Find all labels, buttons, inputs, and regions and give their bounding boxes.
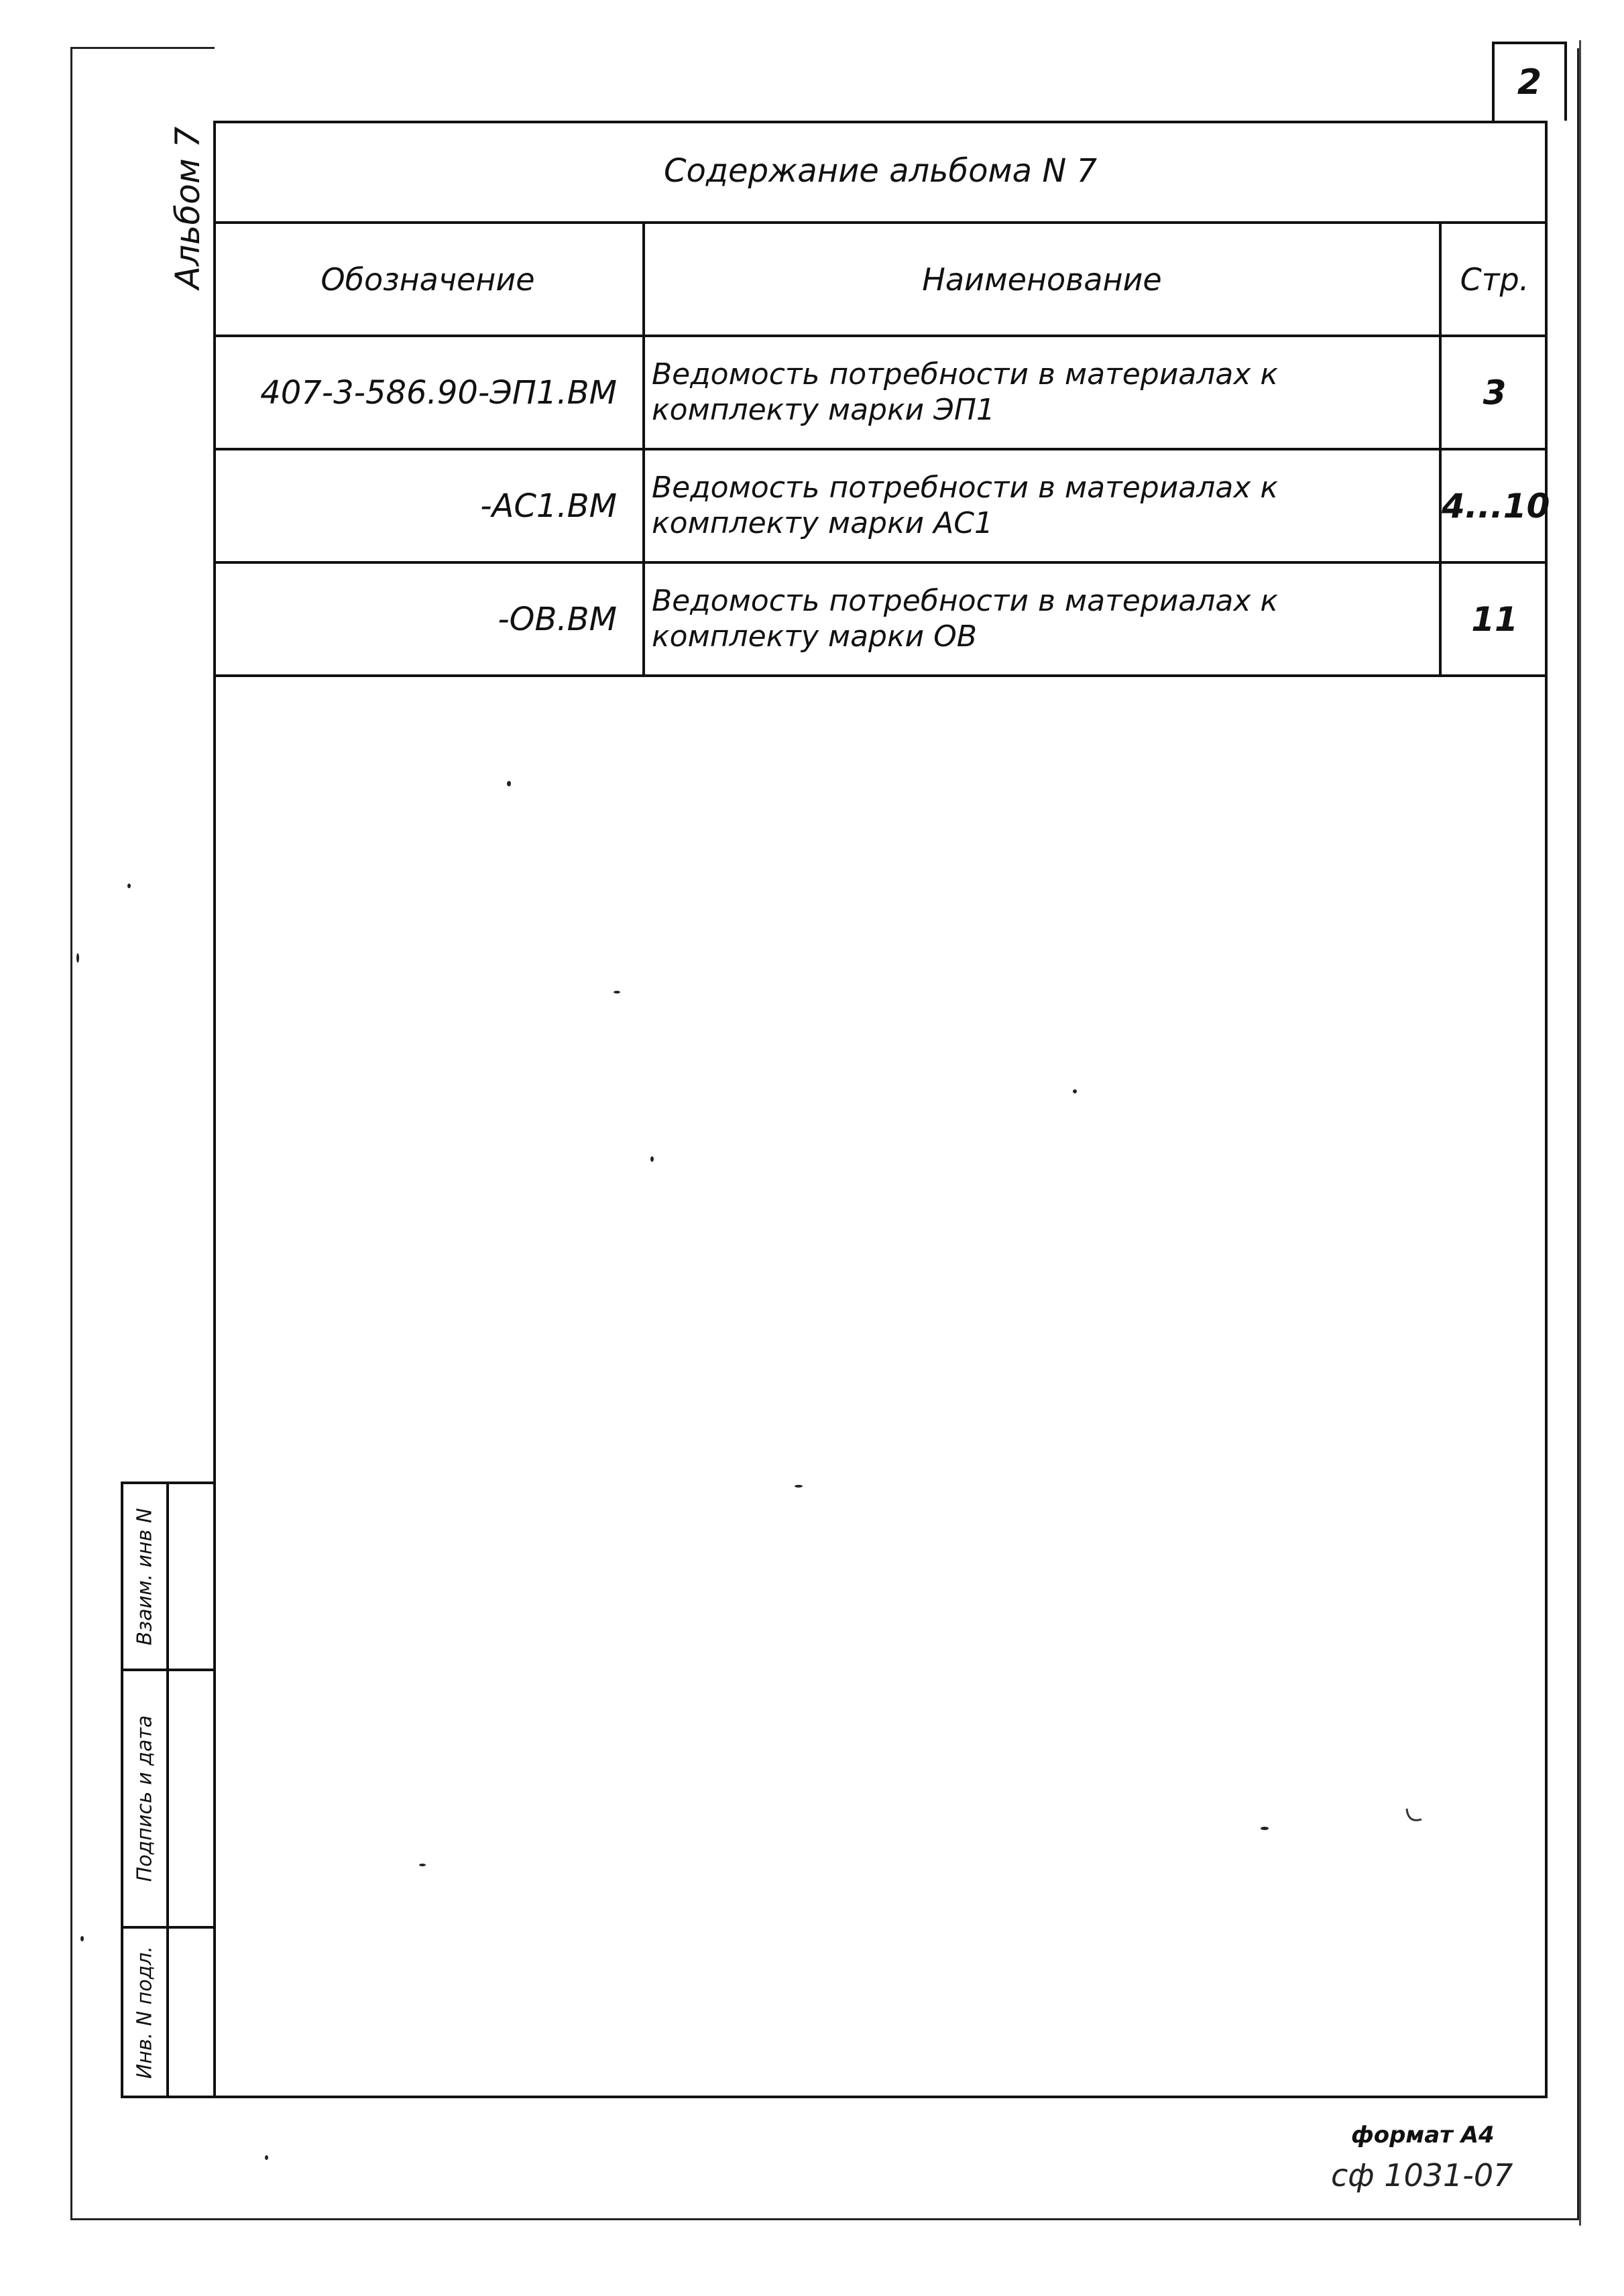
scan-speck	[650, 1156, 654, 1162]
scan-speck	[507, 781, 511, 786]
scan-speck	[1261, 1827, 1269, 1830]
row-name-line2: комплекту марки ЭП1	[652, 392, 995, 427]
table-row	[213, 336, 1548, 449]
table-row	[213, 562, 1548, 676]
stamp-field1-label: Взаим. инв N	[133, 1508, 157, 1645]
row-name-line1: Ведомость потребности в материалах к	[652, 470, 1278, 505]
scan-speck	[80, 1936, 84, 1941]
row-designation: -АС1.ВМ	[213, 449, 644, 562]
row-designation: 407-3-586.90-ЭП1.ВМ	[213, 336, 644, 449]
table-header-row	[213, 223, 1548, 336]
header-page: Стр.	[1440, 223, 1548, 336]
sheet-number-box	[1492, 42, 1567, 121]
row-name-line2: комплекту марки АС1	[652, 505, 993, 540]
table-title-row	[213, 121, 1548, 223]
scan-speck	[1073, 1089, 1077, 1093]
sheet-number: 2	[1517, 62, 1542, 103]
scan-speck	[127, 884, 131, 888]
scan-mark	[1401, 1803, 1428, 1830]
row-page: 11	[1440, 562, 1548, 676]
scan-speck	[419, 1864, 426, 1866]
right-page-edge	[1579, 40, 1581, 2226]
stamp-column-line	[166, 1484, 169, 2096]
album-side-label	[168, 126, 208, 290]
row-designation: -ОВ.ВМ	[213, 562, 644, 676]
stamp-field-cross-inventory	[123, 1484, 166, 1669]
album-label-text: Альбом 7	[168, 126, 207, 290]
header-designation: Обозначение	[213, 223, 644, 336]
scan-speck	[614, 991, 620, 993]
scan-speck	[76, 953, 79, 963]
row-name-line2: комплекту марки ОВ	[652, 619, 977, 654]
scan-speck	[265, 2155, 268, 2160]
row-name	[644, 449, 1440, 562]
table-row	[213, 449, 1548, 562]
row-name	[644, 336, 1440, 449]
table-title: Содержание альбома N 7	[213, 121, 1548, 223]
document-code: сф 1031-07	[1331, 2157, 1513, 2193]
row-name-line1: Ведомость потребности в материалах к	[652, 583, 1278, 618]
stamp-field-original-inventory	[123, 1929, 166, 2096]
row-page: 3	[1440, 336, 1548, 449]
contents-table	[213, 121, 1548, 677]
header-name: Наименование	[644, 223, 1440, 336]
stamp-field-signature-date	[123, 1671, 166, 1926]
scan-speck	[795, 1485, 803, 1488]
margin-stamp	[121, 1482, 213, 2098]
format-label: формат А4	[1351, 2122, 1495, 2149]
stamp-field2-label: Подпись и дата	[133, 1715, 157, 1882]
row-name-line1: Ведомость потребности в материалах к	[652, 357, 1278, 391]
row-name	[644, 562, 1440, 676]
row-page: 4...10	[1440, 449, 1548, 562]
stamp-field3-label: Инв. N подл.	[133, 1945, 157, 2079]
